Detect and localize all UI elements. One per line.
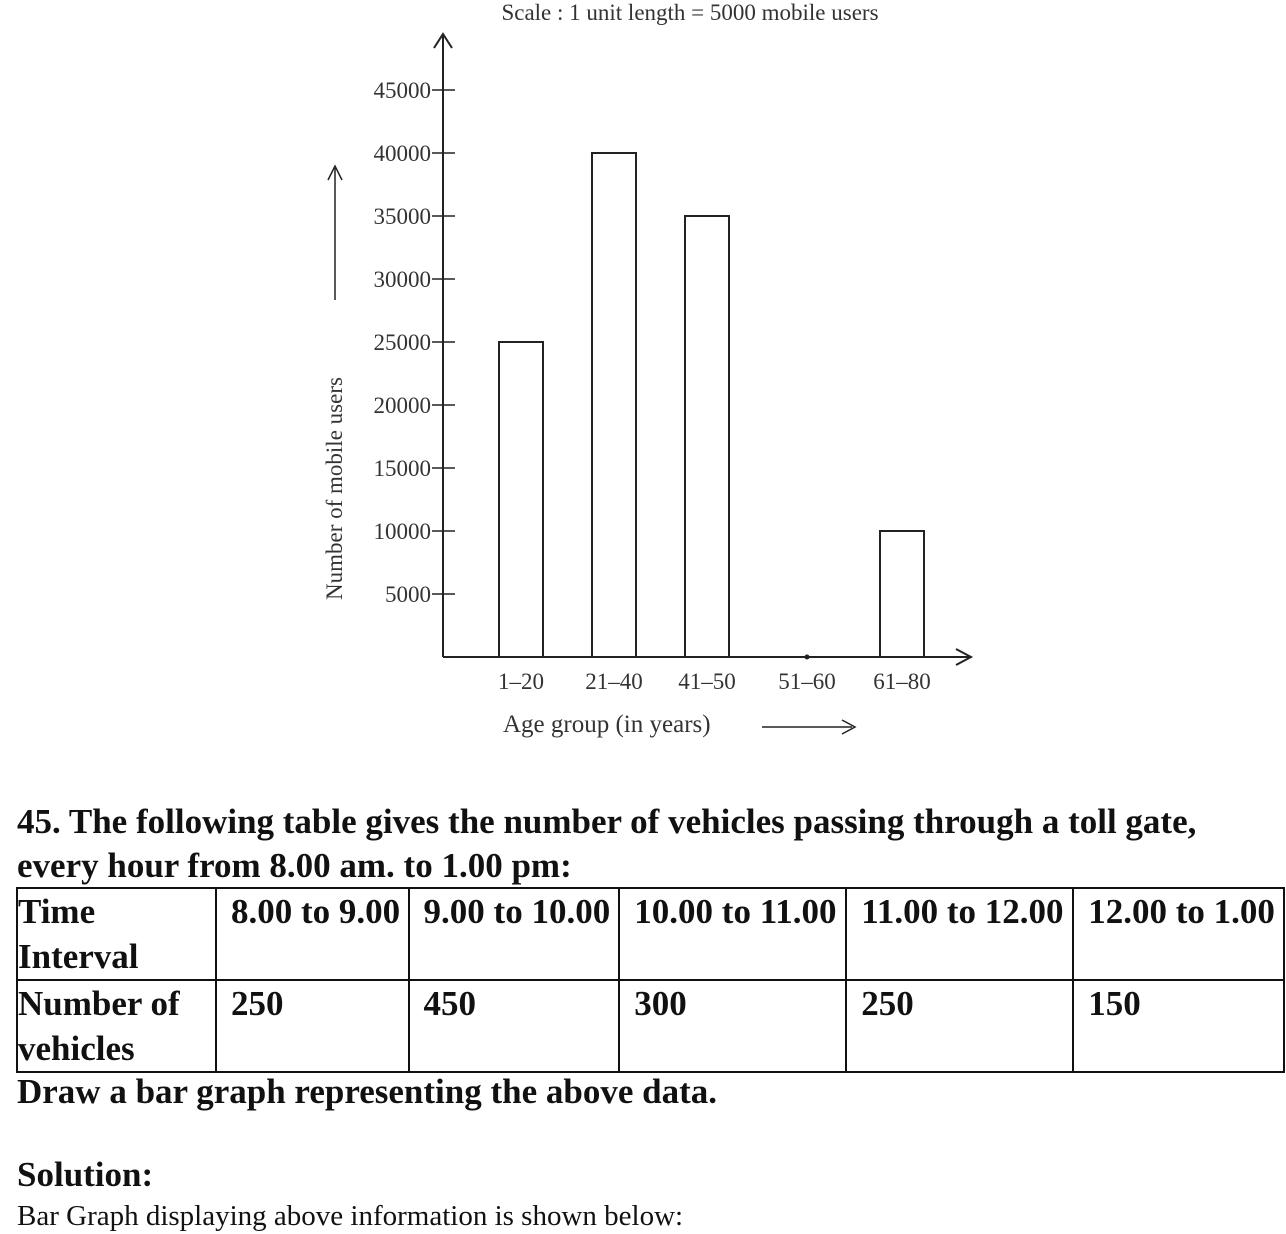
- table-cell: Time Interval: [17, 888, 216, 980]
- y-tick-label: 20000: [373, 393, 431, 418]
- y-tick-label: 45000: [373, 78, 431, 103]
- y-tick-label: 40000: [373, 141, 431, 166]
- bar-51-60: [805, 655, 810, 660]
- table-cell: 12.00 to 1.00: [1073, 888, 1284, 980]
- y-tick-label: 35000: [373, 204, 431, 229]
- table-row: [17, 980, 1284, 1072]
- y-tick-label: 30000: [373, 267, 431, 292]
- bar-1-20: [499, 342, 543, 657]
- table-cell: 450: [409, 980, 620, 1072]
- table-cell: 10.00 to 11.00: [619, 888, 846, 980]
- x-tick-label: 41–50: [678, 669, 736, 694]
- chart-title: Scale : 1 unit length = 5000 mobile users: [501, 0, 879, 25]
- vehicles-table: [16, 887, 1285, 1073]
- table-cell: 250: [846, 980, 1073, 1072]
- y-tick-label: 5000: [385, 582, 431, 607]
- y-tick-label: 25000: [373, 330, 431, 355]
- table-cell: 250: [216, 980, 409, 1072]
- table-row: [17, 888, 1284, 980]
- x-tick-label: 51–60: [778, 669, 836, 694]
- table-cell: 11.00 to 12.00: [846, 888, 1073, 980]
- y-tick-label: 10000: [373, 519, 431, 544]
- table-cell: 150: [1073, 980, 1284, 1072]
- solution-heading: Solution:: [17, 1155, 154, 1194]
- y-axis-label: Number of mobile users: [322, 377, 347, 600]
- y-tick-label: 15000: [373, 456, 431, 481]
- x-tick-label: 1–20: [498, 669, 544, 694]
- x-axis-label: Age group (in years): [503, 711, 711, 738]
- table-cell: 9.00 to 10.00: [409, 888, 620, 980]
- bar-41-50: [685, 216, 729, 657]
- bar-61-80: [880, 531, 924, 657]
- x-tick-label: 61–80: [873, 669, 931, 694]
- instruction-text: Draw a bar graph representing the above data.: [17, 1072, 717, 1111]
- bar-21-40: [592, 153, 636, 657]
- table-cell: Number of vehicles: [17, 980, 216, 1072]
- question-text: 45. The following table gives the number of vehicles passing through a toll gate, every hour from 8.00 am. to 1.00 pm:: [17, 802, 1197, 885]
- x-tick-label: 21–40: [585, 669, 643, 694]
- table-cell: 8.00 to 9.00: [216, 888, 409, 980]
- table-cell: 300: [619, 980, 846, 1072]
- solution-text: Bar Graph displaying above information is shown below:: [17, 1200, 684, 1232]
